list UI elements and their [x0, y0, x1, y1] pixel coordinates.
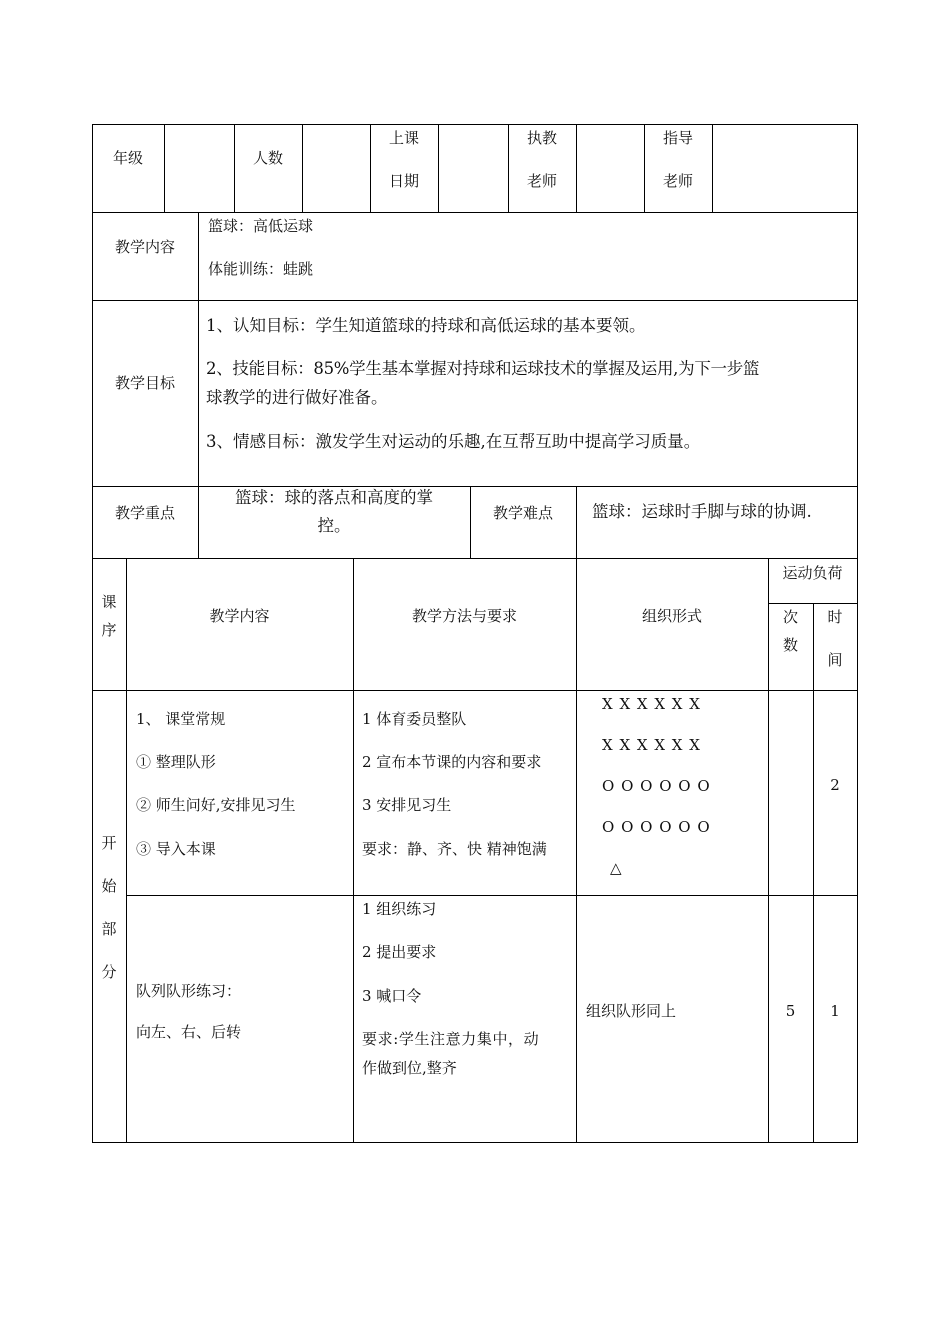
row2-method-line: 1 组织练习: [362, 900, 437, 918]
difficulty-text: 篮球：运球时手脚与球的协调.: [592, 502, 812, 521]
row2-formation: 组织队形同上: [586, 1002, 677, 1020]
row2-method-line: 2 提出要求: [362, 943, 437, 961]
teacher-label-line2: 老师: [526, 172, 557, 190]
teacher-position-triangle: △: [610, 859, 622, 877]
row-divider: [92, 690, 858, 691]
duration-header-line1: 时: [827, 608, 843, 626]
row2-method-line: 作做到位,整齐: [362, 1059, 457, 1077]
table-border-bottom: [92, 1142, 858, 1143]
col-divider: [234, 124, 235, 212]
formation-row: O O O O O O: [602, 818, 711, 836]
row2-times: 5: [785, 1002, 796, 1020]
formation-row: X X X X X X: [602, 695, 701, 713]
col-divider: [353, 558, 354, 1143]
col-divider: [576, 124, 577, 212]
row2-method-line: 要求:学生注意力集中，动: [362, 1030, 540, 1048]
duration-header-line2: 间: [827, 651, 843, 669]
teaching-content-line: 体能训练：蛙跳: [208, 260, 314, 278]
table-border-top: [92, 124, 858, 125]
row-divider: [92, 212, 858, 213]
goal-emotional: 3、情感目标：激发学生对运动的乐趣,在互帮互助中提高学习质量。: [206, 432, 701, 451]
times-header-line2: 数: [782, 636, 798, 654]
col-divider: [576, 486, 577, 558]
lesson-order-header-line2: 序: [101, 621, 117, 639]
row-divider: [92, 300, 858, 301]
row2-content-line: 队列队形练习：: [136, 982, 242, 1000]
col-divider: [438, 124, 439, 212]
class-date-label-line1: 上课: [388, 129, 419, 147]
section-label-char: 开: [101, 834, 117, 852]
row2-content-line: 向左、右、后转: [136, 1023, 242, 1041]
class-date-label-line2: 日期: [388, 172, 419, 190]
lesson-order-header-line1: 课: [101, 593, 117, 611]
col-divider: [302, 124, 303, 212]
difficulty-label: 教学难点: [492, 504, 553, 522]
goal-cognitive: 1、认知目标：学生知道篮球的持球和高低运球的基本要领。: [206, 316, 646, 335]
col-divider: [712, 124, 713, 212]
section-label-char: 始: [101, 877, 117, 895]
row1-method-line: 要求：静、齐、快 精神饱满: [362, 840, 547, 858]
row1-method-line: 3 安排见习生: [362, 796, 452, 814]
row1-content-line: ① 整理队形: [136, 753, 216, 771]
times-header-line1: 次: [782, 608, 798, 626]
col-divider: [813, 603, 814, 1143]
goal-skill-line2: 球教学的进行做好准备。: [206, 388, 388, 407]
content-column-header: 教学内容: [209, 607, 270, 625]
key-point-text-line2: 控。: [317, 516, 351, 535]
organization-column-header: 组织形式: [641, 607, 702, 625]
row1-method-line: 1 体育委员整队: [362, 710, 467, 728]
section-label-char: 分: [101, 963, 117, 981]
grade-label: 年级: [112, 149, 143, 167]
exercise-load-header: 运动负荷: [782, 564, 843, 582]
row-divider: [126, 895, 858, 896]
col-divider: [576, 558, 577, 1143]
section-label-char: 部: [101, 920, 117, 938]
teaching-content-label: 教学内容: [114, 238, 175, 256]
goal-skill-line1: 2、技能目标：85%学生基本掌握对持球和运球技术的掌握及运用,为下一步篮: [206, 359, 760, 378]
row1-content-line: ② 师生问好,安排见习生: [136, 796, 296, 814]
key-point-text-line1: 篮球：球的落点和高度的掌: [235, 488, 433, 507]
row1-content-line: ③ 导入本课: [136, 840, 216, 858]
row1-method-line: 2 宣布本节课的内容和要求: [362, 753, 542, 771]
guide-teacher-label-line1: 指导: [662, 129, 693, 147]
row2-method-line: 3 喊口令: [362, 987, 422, 1005]
method-column-header: 教学方法与要求: [411, 607, 517, 625]
col-divider: [164, 124, 165, 212]
teaching-content-line: 篮球：高低运球: [208, 217, 314, 235]
formation-row: X X X X X X: [602, 736, 701, 754]
row-divider: [92, 486, 858, 487]
guide-teacher-label-line2: 老师: [662, 172, 693, 190]
row-divider: [92, 558, 858, 559]
teaching-goals-label: 教学目标: [114, 374, 175, 392]
formation-row: O O O O O O: [602, 777, 711, 795]
key-point-label: 教学重点: [114, 504, 175, 522]
col-divider: [126, 558, 127, 1143]
row2-duration: 1: [830, 1002, 840, 1020]
student-count-label: 人数: [252, 149, 283, 167]
table-border-right: [857, 124, 858, 1143]
row1-content-line: 1、 课堂常规: [136, 710, 226, 728]
teacher-label-line1: 执教: [526, 129, 557, 147]
row1-duration: 2: [830, 776, 840, 794]
